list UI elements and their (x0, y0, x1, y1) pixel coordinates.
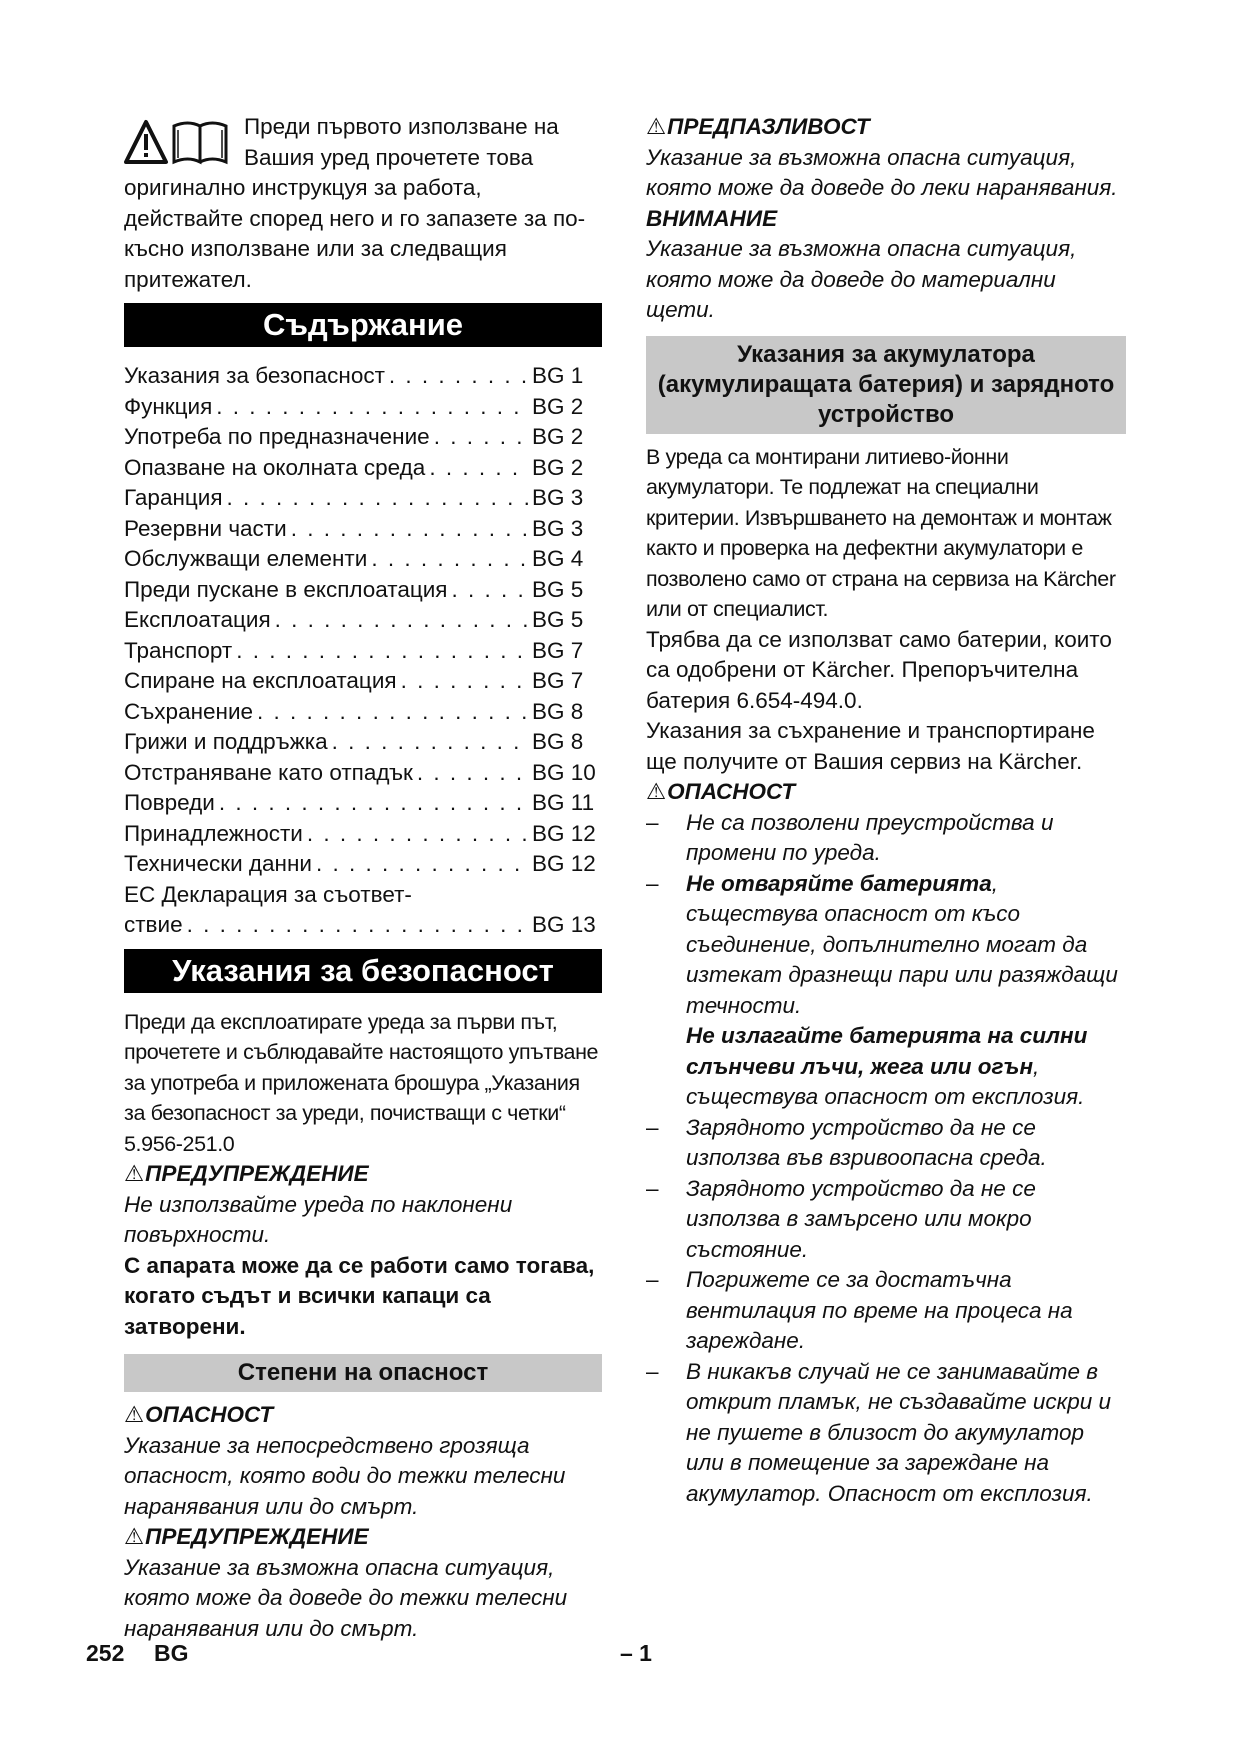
warning-triangle-icon: ⚠ (646, 779, 667, 804)
toc-item[interactable]: Повреди . . . BG 11 (124, 788, 602, 819)
caution-label: ⚠ПРЕДПАЗЛИВОСТ (646, 114, 870, 139)
toc-item[interactable]: Експлоатация . . . BG 5 (124, 605, 602, 636)
toc-item[interactable]: Принадлежности . . . BG 12 (124, 819, 602, 850)
safety-warning-text: Не използвайте уреда по наклонени повърхности. (124, 1191, 513, 1247)
safety-warning-label: ⚠ПРЕДУПРЕЖДЕНИЕ (124, 1161, 369, 1186)
toc-title: Съдържание (124, 303, 602, 347)
intro-rest: оригинално инструкцуя за работа, действайте според него и го запазете за по-късно използване или за следващия притежател. (124, 175, 586, 292)
battery-p1: В уреда са монтирани литиево-йонни акумулатори. Те подлежат на специални критерии. Извършването на демонтаж и монтаж както и проверка на дефектни акумулатори е позволено само от страна на сервиза на Kärcher или от специалист. (646, 444, 1116, 621)
list-subitem: Не излагайте батерията на силни слънчеви лъчи, жега или огън, съществува опасност от експлозия. (686, 1023, 1088, 1109)
intro-line-1: Преди първото използване на (244, 114, 559, 139)
toc-item[interactable]: Функция . . . BG 2 (124, 392, 602, 423)
intro-line-2: Вашия уред прочетете това (244, 144, 534, 170)
list-item: – Погрижете се за достатъчна вентилация по време на процеса на зареждане. (646, 1267, 1073, 1353)
toc-item[interactable]: Употреба по предназначение . . . BG 2 (124, 422, 602, 453)
toc-item[interactable]: Спиране на експлоатация . . . BG 7 (124, 666, 602, 697)
list-item: – Зарядното устройство да не се използва във взривоопасна среда. (646, 1114, 1047, 1170)
intro (124, 112, 602, 295)
hazard-levels-title: Степени на опасност (124, 1354, 602, 1392)
caution-text: Указание за възможна опасна ситуация, която може да доведе до леки наранявания. (646, 144, 1118, 200)
toc-item[interactable]: Отстраняване като отпадък . . . BG 10 (124, 758, 602, 789)
danger-label: ⚠ОПАСНОСТ (124, 1402, 274, 1427)
page-number: 252 (86, 1640, 125, 1666)
left-column (124, 112, 602, 1644)
toc-item[interactable]: Обслужващи елементи . . . BG 4 (124, 544, 602, 575)
safety-intro: Преди да експлоатирате уреда за първи път, прочетете и съблюдавайте настоящото упътване за употреба и приложената брошура „Указания за безопасност за уреди, почистващи с четки“ 5.956-251.0 (124, 1009, 599, 1156)
toc-item[interactable]: Указания за безопасност . . . BG 1 (124, 361, 602, 392)
battery-p3: Указания за съхранение и транспортиране ще получите от Вашия сервиз на Kärcher. (646, 718, 1095, 774)
language-code: BG (154, 1640, 189, 1666)
battery-danger-list (646, 808, 1126, 1510)
toc-item[interactable]: Опазване на околната среда . . . BG 2 (124, 453, 602, 484)
warning-label: ⚠ПРЕДУПРЕЖДЕНИЕ (124, 1524, 369, 1549)
toc-item[interactable]: Технически данни . . . BG 12 (124, 849, 602, 880)
toc-item[interactable]: Резервни части . . . BG 3 (124, 514, 602, 545)
toc-item[interactable]: Съхранение . . . BG 8 (124, 697, 602, 728)
toc-item[interactable]: Транспорт . . . BG 7 (124, 636, 602, 667)
warning-triangle-icon: ⚠ (124, 1524, 145, 1549)
table-of-contents (124, 361, 602, 941)
right-column (646, 112, 1126, 1509)
toc-item[interactable]: Грижи и поддръжка . . . BG 8 (124, 727, 602, 758)
danger-text: Указание за непосредствено грозяща опасност, която води до тежки телесни наранявания или до смърт. (124, 1432, 566, 1519)
list-item: – Не отваряйте батерията, съществува опасност от късо съединение, допълнително могат да изтекат дразнещи пари или разяждащи течности. (646, 870, 1118, 1018)
safety-bold-text: С апарата може да се работи само тогава, когато съдът и всички капаци са затворени. (124, 1252, 595, 1339)
battery-danger-label: ⚠ОПАСНОСТ (646, 779, 796, 804)
warning-triangle-icon: ⚠ (646, 114, 667, 139)
toc-item[interactable]: Гаранция . . . BG 3 (124, 483, 602, 514)
warning-triangle-icon: ⚠ (124, 1161, 145, 1186)
list-item: – Не са позволени преустройства и промени по уреда. (646, 809, 1054, 865)
page-marker: – 1 (620, 1640, 652, 1666)
attention-label: ВНИМАНИЕ (646, 205, 778, 231)
warning-manual-icon (124, 118, 234, 168)
attention-text: Указание за възможна опасна ситуация, която може да доведе до материални щети. (646, 236, 1077, 322)
safety-title: Указания за безопасност (124, 949, 602, 993)
warning-triangle-icon: ⚠ (124, 1402, 145, 1427)
warning-text: Указание за възможна опасна ситуация, която може да доведе до тежки телесни наранявания или до смърт. (124, 1554, 568, 1641)
toc-item[interactable]: ЕС Декларация за съответ- ствие . . . BG 13 (124, 880, 602, 941)
battery-title: Указания за акумулатора (акумулиращата батерия) и зарядното устройство (646, 336, 1126, 434)
list-item: – В никакъв случай не се занимавайте в открит пламък, не създавайте искри и не пушете в близост до акумулатор или в помещение за зареждане на акумулатор. Опасност от експлозия. (646, 1358, 1112, 1506)
toc-item[interactable]: Преди пускане в експлоатация . . . BG 5 (124, 575, 602, 606)
battery-p2: Трябва да се използват само батерии, които са одобрени от Kärcher. Препоръчителна батерия 6.654-494.0. (646, 626, 1112, 713)
list-item: – Зарядното устройство да не се използва в замърсено или мокро състояние. (646, 1175, 1036, 1262)
